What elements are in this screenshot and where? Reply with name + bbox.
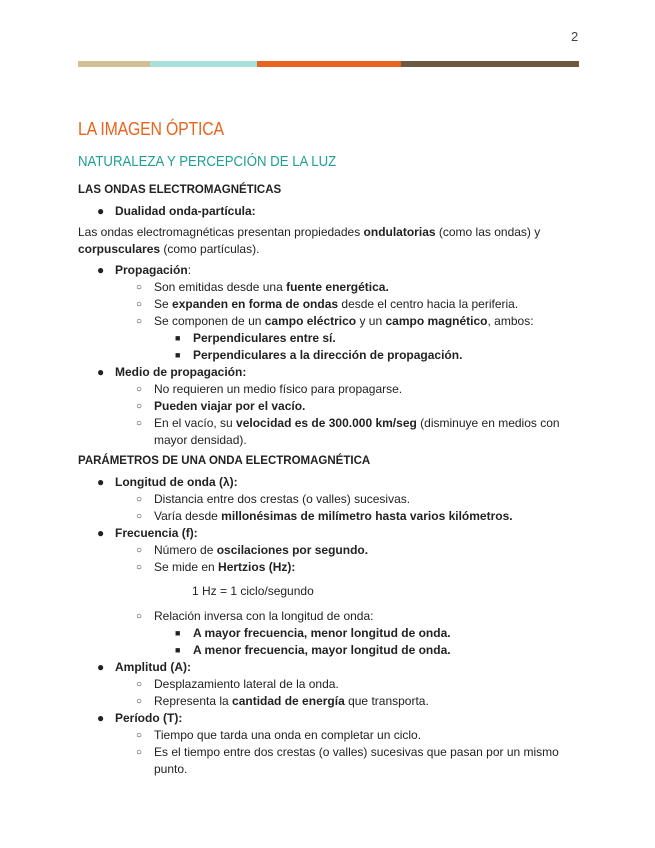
bold-text: fuente energética. — [286, 280, 389, 294]
list-item — [78, 296, 578, 313]
square-bullet-icon: ■ — [175, 628, 181, 638]
circle-bullet-icon: ○ — [136, 562, 143, 573]
text: , ambos: — [487, 314, 534, 328]
bullet-icon: ● — [97, 475, 105, 489]
text: (como partículas). — [160, 242, 260, 256]
list-item-propagacion — [78, 262, 578, 364]
circle-bullet-icon: ○ — [136, 418, 143, 429]
list-item — [78, 608, 578, 659]
list-item-amplitud — [78, 659, 578, 710]
list-propagacion-medio — [78, 262, 578, 449]
list-item-dualidad — [78, 203, 578, 220]
bold-text: Pueden viajar por el vacío. — [154, 399, 306, 413]
sublist-frecuencia — [115, 542, 578, 576]
list-item — [78, 347, 578, 364]
sublist-medio — [115, 381, 578, 449]
circle-bullet-icon: ○ — [136, 511, 143, 522]
color-bar-segment-brown — [401, 61, 579, 67]
bold-text: velocidad es de 300.000 km/seg — [236, 416, 417, 430]
square-bullet-icon: ■ — [175, 350, 181, 360]
list-item — [78, 330, 578, 347]
bold-text: cantidad de energía — [232, 694, 345, 708]
bullet-icon: ● — [97, 660, 105, 674]
document-body — [78, 182, 578, 778]
text: Relación inversa con la longitud de onda: — [154, 609, 374, 623]
text: desde el centro hacia la periferia. — [338, 297, 519, 311]
page-title: LA IMAGEN ÓPTICA — [78, 119, 224, 139]
text: Se — [154, 297, 173, 311]
list-parametros — [78, 474, 578, 778]
sublist-frecuencia-relacion — [115, 608, 578, 659]
bold-text: corpusculares — [78, 242, 161, 256]
sublist-propagacion — [115, 279, 578, 364]
list-item — [78, 491, 578, 508]
bullet-icon: ● — [97, 711, 105, 725]
bold-text: campo eléctrico — [264, 314, 357, 328]
bold-text: campo magnético — [385, 314, 488, 328]
text: Se mide en — [154, 560, 219, 574]
sublist-periodo — [115, 727, 578, 778]
list-item — [78, 676, 578, 693]
circle-bullet-icon: ○ — [136, 401, 143, 412]
list-item — [78, 727, 578, 744]
list-item — [78, 642, 578, 659]
text: En el vacío, su — [154, 416, 237, 430]
text: Representa la — [154, 694, 233, 708]
bold-text: A menor frecuencia, mayor longitud de onda. — [193, 643, 451, 657]
bold-text: Hertzios (Hz): — [218, 560, 296, 574]
text: (como las ondas) y — [435, 225, 541, 239]
text: : — [187, 263, 192, 277]
sublist-longitud — [115, 491, 578, 525]
list-item — [78, 313, 578, 364]
page-number: 2 — [571, 29, 579, 44]
list-item — [78, 398, 578, 415]
subsublist-ambos — [154, 330, 578, 364]
dualidad-label: Dualidad onda-partícula: — [115, 204, 256, 218]
list-item-periodo — [78, 710, 578, 778]
bullet-icon: ● — [97, 526, 105, 540]
circle-bullet-icon: ○ — [136, 730, 143, 741]
list-dualidad — [78, 203, 578, 220]
bold-text: millonésimas de milímetro hasta varios kilómetros. — [221, 509, 513, 523]
bullet-icon: ● — [97, 263, 105, 277]
list-item — [78, 693, 578, 710]
section-subtitle: NATURALEZA Y PERCEPCIÓN DE LA LUZ — [78, 153, 337, 170]
circle-bullet-icon: ○ — [136, 747, 143, 758]
square-bullet-icon: ■ — [175, 645, 181, 655]
text: Las ondas electromagnéticas presentan propiedades — [78, 225, 364, 239]
paragraph-dualidad — [78, 224, 578, 258]
list-item-medio — [78, 364, 578, 449]
longitud-label: Longitud de onda (λ): — [115, 475, 238, 489]
circle-bullet-icon: ○ — [136, 282, 143, 293]
text: Distancia entre dos crestas (o valles) sucesivas. — [154, 492, 411, 506]
bold-text: A mayor frecuencia, menor longitud de onda. — [193, 626, 451, 640]
bullet-icon: ● — [97, 365, 105, 379]
bold-text: oscilaciones por segundo. — [216, 543, 369, 557]
list-item-frecuencia — [78, 525, 578, 659]
list-item — [78, 744, 578, 778]
amplitud-label: Amplitud (A): — [115, 660, 191, 674]
periodo-label: Período (T): — [115, 711, 183, 725]
sublist-amplitud — [115, 676, 578, 710]
list-item — [78, 279, 578, 296]
text: No requieren un medio físico para propagarse. — [154, 382, 403, 396]
list-item-longitud — [78, 474, 578, 525]
medio-label: Medio de propagación: — [115, 365, 247, 379]
color-bar-segment-orange — [257, 61, 401, 67]
propagacion-label: Propagación — [115, 263, 188, 277]
decorative-color-bar — [78, 61, 579, 67]
circle-bullet-icon: ○ — [136, 679, 143, 690]
list-item — [78, 625, 578, 642]
text: (disminuye en medios con mayor densidad). — [154, 416, 560, 447]
formula-hz: 1 Hz = 1 ciclo/segundo — [192, 584, 314, 598]
bold-text: Perpendiculares entre sí. — [193, 331, 336, 345]
square-bullet-icon: ■ — [175, 333, 181, 343]
text: Son emitidas desde una — [154, 280, 287, 294]
circle-bullet-icon: ○ — [136, 384, 143, 395]
color-bar-segment-tan — [78, 61, 150, 67]
text: Desplazamiento lateral de la onda. — [154, 677, 339, 691]
text: Tiempo que tarda una onda en completar un ciclo. — [154, 728, 422, 742]
list-item — [78, 508, 578, 525]
bold-text: expanden en forma de ondas — [172, 297, 339, 311]
heading-ondas-electromagneticas: LAS ONDAS ELECTROMAGNÉTICAS — [78, 184, 282, 196]
text: y un — [356, 314, 386, 328]
circle-bullet-icon: ○ — [136, 696, 143, 707]
circle-bullet-icon: ○ — [136, 316, 143, 327]
circle-bullet-icon: ○ — [136, 494, 143, 505]
circle-bullet-icon: ○ — [136, 545, 143, 556]
list-item — [78, 381, 578, 398]
text: que transporta. — [344, 694, 429, 708]
circle-bullet-icon: ○ — [136, 299, 143, 310]
bold-text: Perpendiculares a la dirección de propagación. — [193, 348, 463, 362]
circle-bullet-icon: ○ — [136, 611, 143, 622]
frecuencia-label: Frecuencia (f): — [115, 526, 198, 540]
text: Varía desde — [154, 509, 222, 523]
subsublist-relacion — [154, 625, 578, 659]
text: Se componen de un — [154, 314, 265, 328]
list-item — [78, 559, 578, 576]
bold-text: ondulatorias — [363, 225, 436, 239]
heading-parametros: PARÁMETROS DE UNA ONDA ELECTROMAGNÉTICA — [78, 455, 371, 467]
list-item — [78, 415, 578, 449]
text: Es el tiempo entre dos crestas (o valles) sucesivas que pasan por un mismo punto. — [154, 745, 559, 776]
text: Número de — [154, 543, 217, 557]
bullet-icon: ● — [97, 204, 105, 218]
color-bar-segment-aqua — [150, 61, 257, 67]
list-item — [78, 542, 578, 559]
